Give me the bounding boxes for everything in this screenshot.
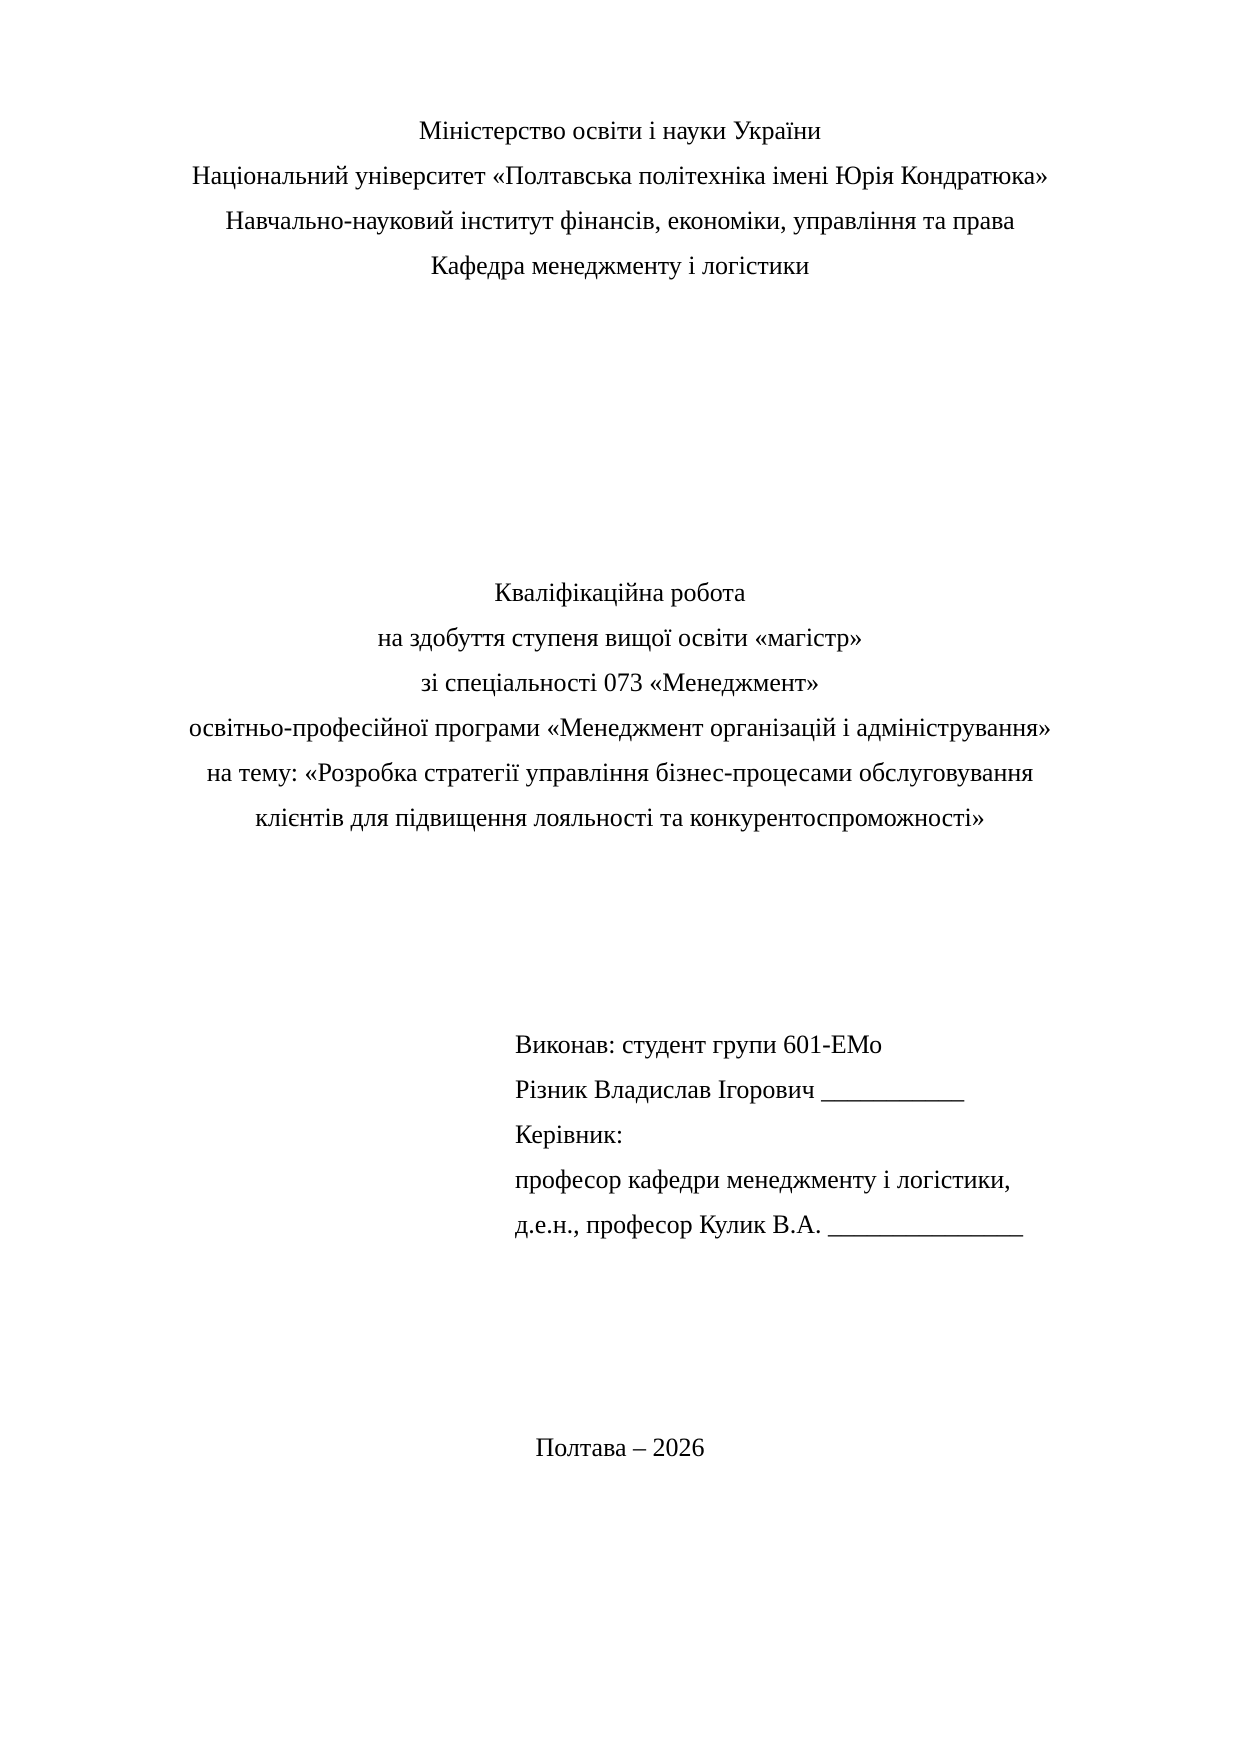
executor-line: Виконав: студент групи 601-ЕМо [515,1030,883,1059]
department-line: Кафедра менеджменту і логістики [430,251,810,280]
program-line: освітньо-професійної програми «Менеджмент організацій і адміністрування» [188,713,1052,742]
student-name-signature-line: Різник Владислав Ігорович ___________ [515,1075,965,1104]
supervisor-label-line: Керівник: [515,1120,624,1149]
supervisor-name-signature-line: д.е.н., професор Кулик В.А. _______________ [515,1210,1024,1239]
university-line: Національний університет «Полтавська політехніка імені Юрія Кондратюка» [191,161,1049,190]
institute-line: Навчально-науковий інститут фінансів, економіки, управління та права [225,206,1015,235]
specialty-line: зі спеціальності 073 «Менеджмент» [420,668,820,697]
thesis-title-block [0,570,1240,840]
topic-line-2: клієнтів для підвищення лояльності та конкурентоспроможності» [255,803,985,832]
institution-block [0,0,1240,288]
work-type-line: Кваліфікаційна робота [494,578,746,607]
topic-line-1: на тему: «Розробка стратегії управління бізнес-процесами обслуговування [206,758,1034,787]
executor-block [515,1022,1240,1247]
city-year-line: Полтава – 2026 [535,1433,705,1462]
city-year-block [0,1425,1240,1470]
supervisor-position-line: професор кафедри менеджменту і логістики, [515,1165,1011,1194]
degree-line: на здобуття ступеня вищої освіти «магістр» [377,623,863,652]
ministry-line: Міністерство освіти і науки України [418,116,822,145]
